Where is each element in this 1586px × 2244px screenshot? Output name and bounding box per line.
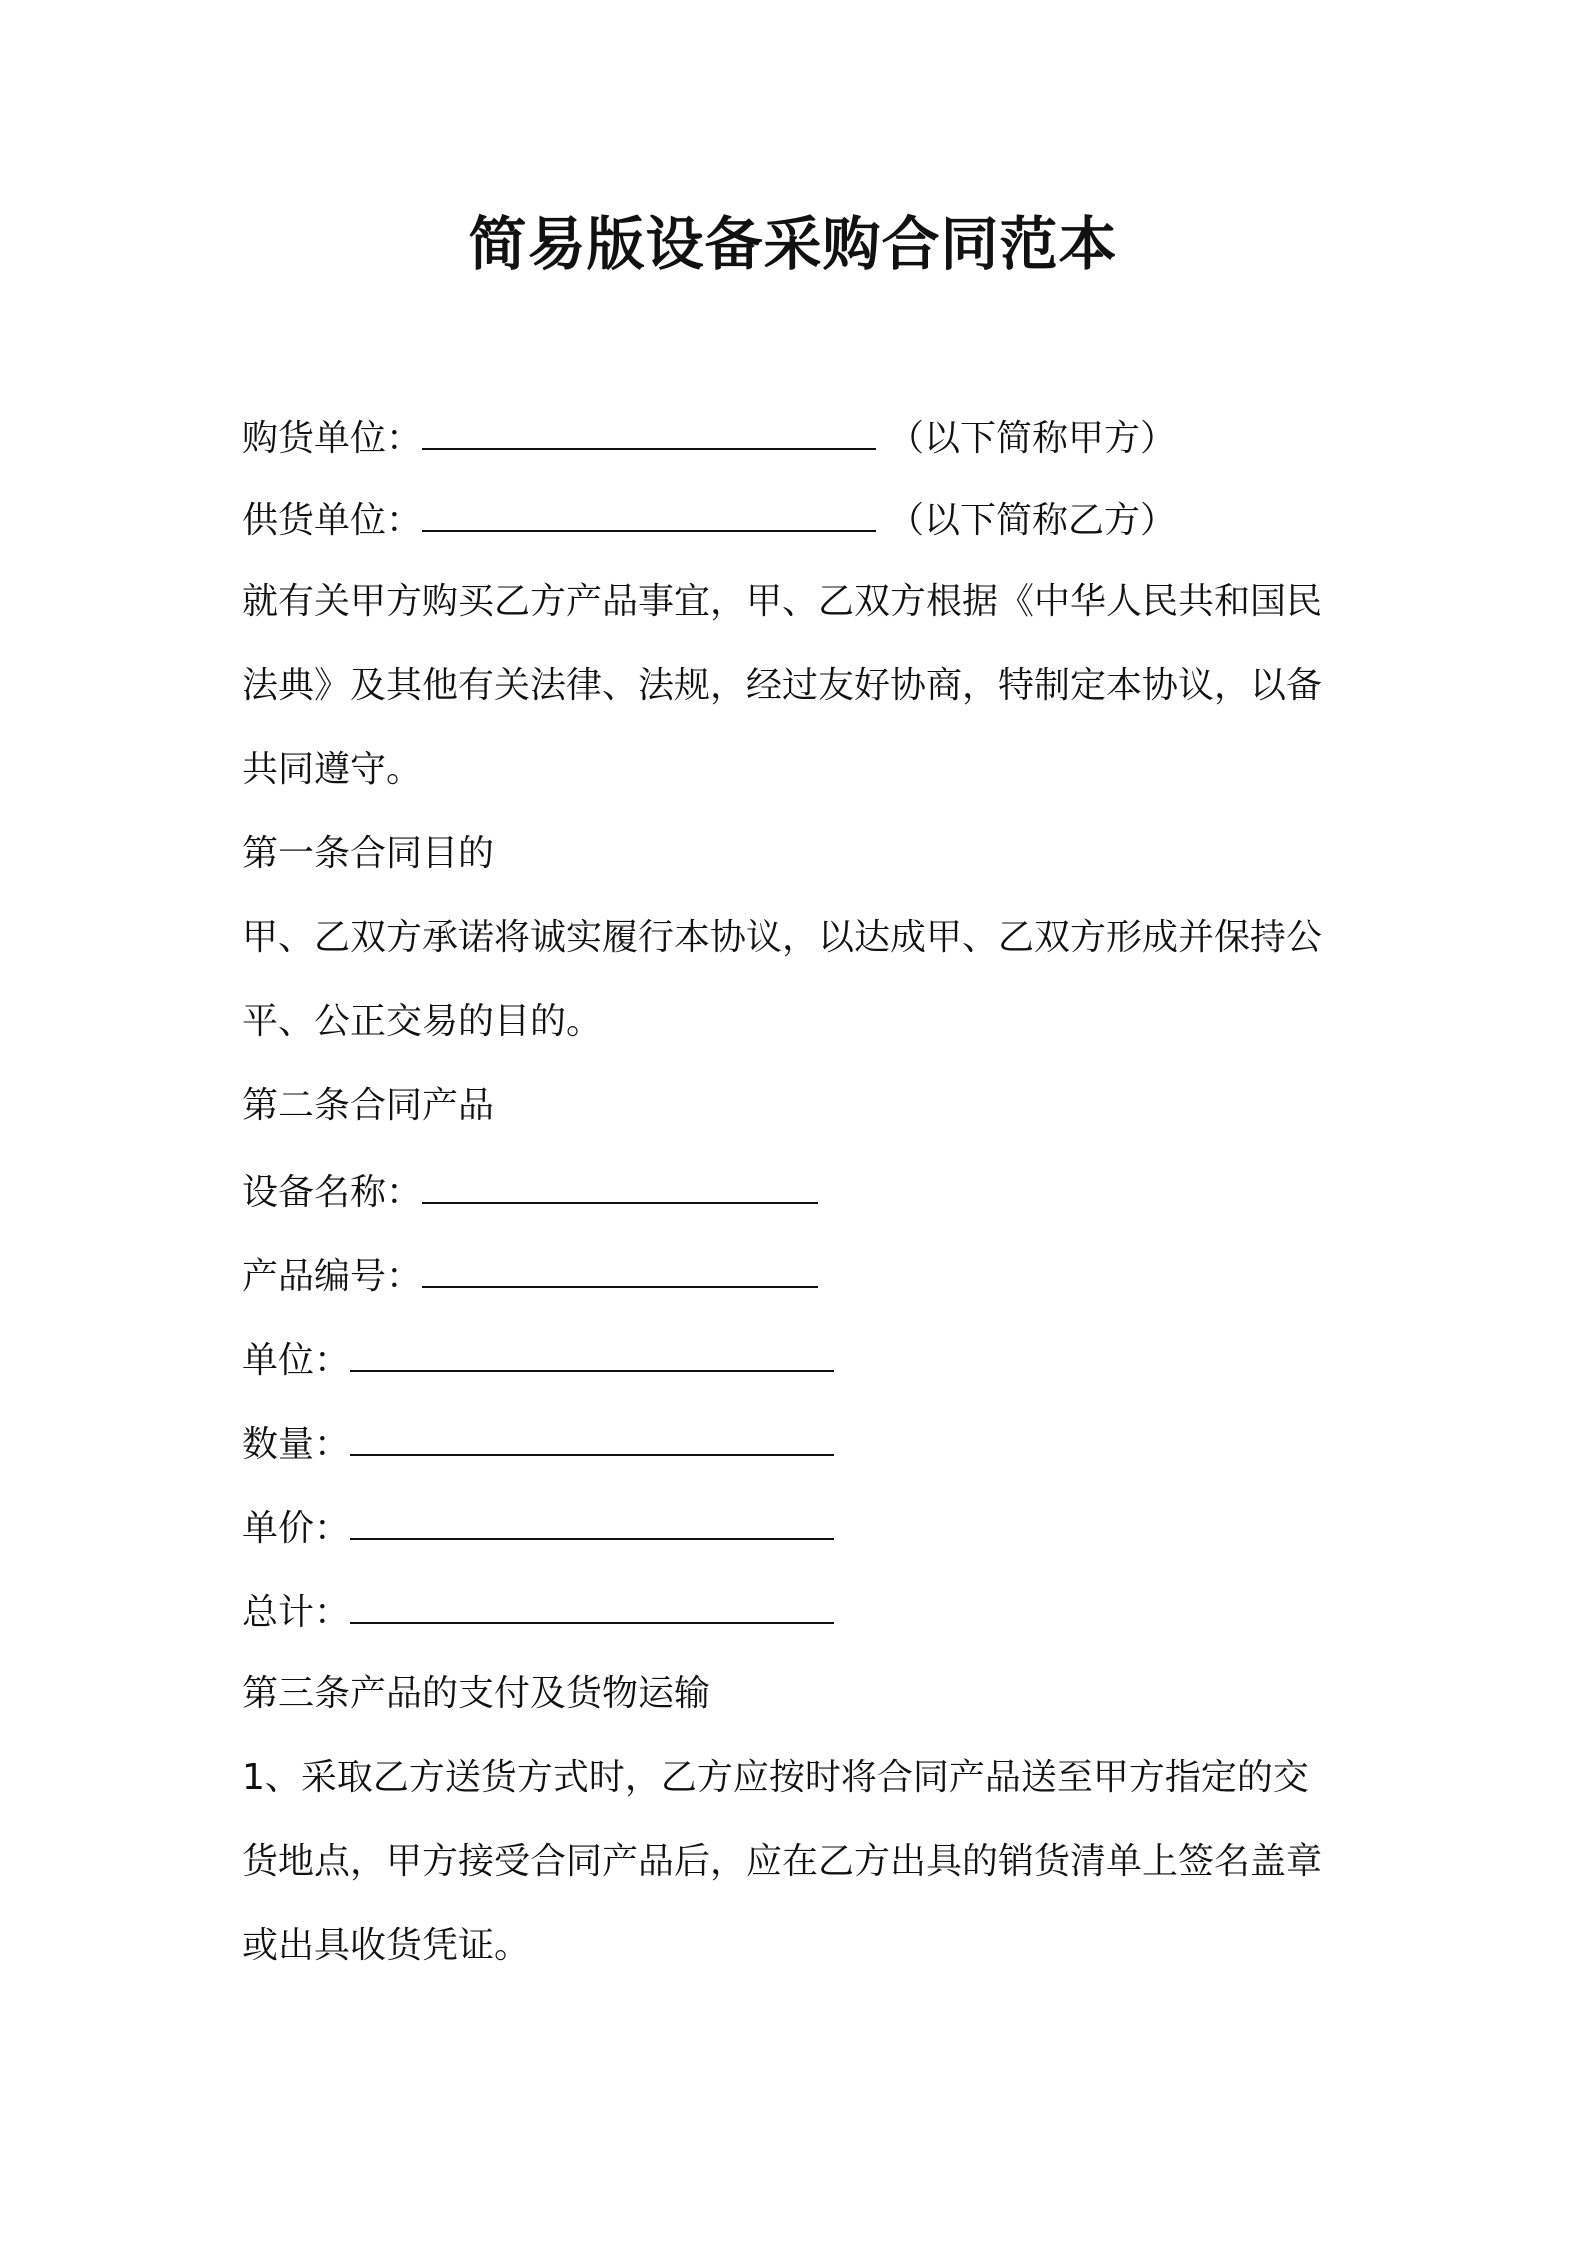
unit-price-blank[interactable] bbox=[350, 1502, 834, 1540]
document-title: 简易版设备采购合同范本 bbox=[468, 210, 1118, 278]
article3-line-2: 货地点，甲方接受合同产品后，应在乙方出具的销货清单上签名盖章 bbox=[242, 1841, 1323, 1882]
intro-line-3: 共同遵守。 bbox=[242, 749, 423, 790]
buyer-label: 购货单位： bbox=[242, 418, 423, 459]
total-line bbox=[242, 1586, 1362, 1637]
equipment-name-blank[interactable] bbox=[422, 1166, 818, 1204]
quantity-blank[interactable] bbox=[350, 1418, 834, 1456]
total-blank[interactable] bbox=[350, 1586, 834, 1624]
seller-line bbox=[242, 494, 1362, 545]
intro-line-2: 法典》及其他有关法律、法规，经过友好协商，特制定本协议，以备 bbox=[242, 665, 1323, 706]
seller-label: 供货单位： bbox=[242, 500, 423, 541]
article3-line-1: 1、采取乙方送货方式时，乙方应按时将合同产品送至甲方指定的交 bbox=[242, 1757, 1309, 1798]
article3-line-3: 或出具收货凭证。 bbox=[242, 1925, 531, 1966]
total-label: 总计： bbox=[242, 1592, 351, 1633]
unit-blank[interactable] bbox=[350, 1334, 834, 1372]
equipment-name-line bbox=[242, 1166, 1362, 1217]
article1-heading: 第一条合同目的 bbox=[242, 833, 495, 874]
article1-line-2: 平、公正交易的目的。 bbox=[242, 1001, 603, 1042]
equipment-name-label: 设备名称： bbox=[242, 1172, 423, 1213]
buyer-line bbox=[242, 412, 1362, 463]
seller-blank[interactable] bbox=[422, 494, 876, 532]
quantity-label: 数量： bbox=[242, 1424, 351, 1465]
intro-line-1: 就有关甲方购买乙方产品事宜，甲、乙双方根据《中华人民共和国民 bbox=[242, 581, 1323, 622]
buyer-blank[interactable] bbox=[422, 412, 876, 450]
product-number-blank[interactable] bbox=[422, 1250, 818, 1288]
unit-label: 单位： bbox=[242, 1340, 351, 1381]
seller-suffix: （以下简称乙方） bbox=[888, 500, 1177, 541]
unit-price-line bbox=[242, 1502, 1362, 1553]
product-number-line bbox=[242, 1250, 1362, 1301]
quantity-line bbox=[242, 1418, 1362, 1469]
article1-line-1: 甲、乙双方承诺将诚实履行本协议，以达成甲、乙双方形成并保持公 bbox=[242, 917, 1323, 958]
article2-heading: 第二条合同产品 bbox=[242, 1085, 495, 1126]
product-number-label: 产品编号： bbox=[242, 1256, 423, 1297]
buyer-suffix: （以下简称甲方） bbox=[888, 418, 1177, 459]
unit-line bbox=[242, 1334, 1362, 1385]
unit-price-label: 单价： bbox=[242, 1508, 351, 1549]
article3-heading: 第三条产品的支付及货物运输 bbox=[242, 1673, 711, 1714]
